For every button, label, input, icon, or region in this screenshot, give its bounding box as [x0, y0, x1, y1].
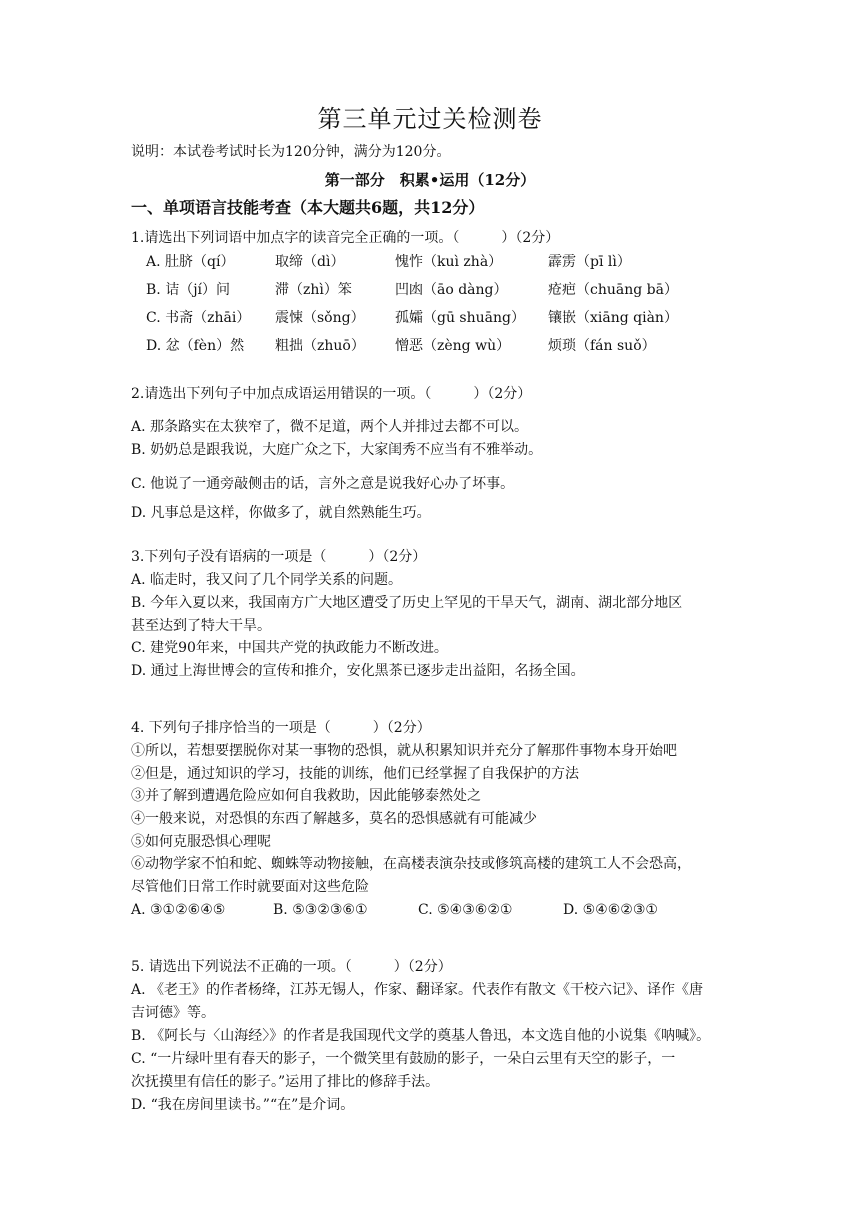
q1-option-b-col1: B. 诘（jí）问	[146, 282, 231, 298]
q4-option-b: B. ⑤③②③⑥①	[273, 902, 368, 918]
q4-sentence-1: ①所以，若想要摆脱你对某一事物的恐惧，就从积累知识并充分了解那件事物本身开始吧	[131, 743, 677, 759]
q1-option-d-col3: 憎恶（zèng wù）	[395, 338, 511, 354]
q2-option-b: B. 奶奶总是跟我说，大庭广众之下，大家闺秀不应当有不雅举动。	[131, 442, 543, 458]
question-4-stem: 4. 下列句子排序恰当的一项是（ ）（2分）	[131, 720, 431, 736]
q1-option-b-col3: 凹凼（āo dàng）	[395, 282, 508, 298]
question-3-stem: 3.下列句子没有语病的一项是（ ）（2分）	[131, 549, 427, 565]
q4-sentence-6-line2: 尽管他们日常工作时就要面对这些危险	[131, 879, 369, 895]
q2-option-c: C. 他说了一通旁敲侧击的话，言外之意是说我好心办了坏事。	[131, 476, 515, 492]
question-2-stem: 2.请选出下列句子中加点成语运用错误的一项。（ ）（2分）	[131, 386, 532, 402]
exam-note: 说明：本试卷考试时长为120分钟，满分为120分。	[131, 144, 451, 160]
q1-option-b-col4: 疮疤（chuāng bā）	[548, 282, 678, 298]
q5-option-a-line2: 吉诃德》等。	[131, 1005, 215, 1021]
q1-option-c-col4: 镶嵌（xiāng qiàn）	[548, 310, 678, 326]
q5-option-b: B. 《阿长与〈山海经〉》的作者是我国现代文学的奠基人鲁迅，本文选自他的小说集《呐喊》。	[131, 1028, 711, 1044]
q1-option-a-col3: 愧怍（kuì zhà）	[395, 254, 503, 270]
q3-option-b-line2: 甚至达到了特大干旱。	[131, 618, 271, 634]
q1-option-a-col2: 取缔（dì）	[275, 254, 345, 270]
q1-option-d-col2: 粗拙（zhuō）	[275, 338, 365, 354]
q1-option-c-col2: 震悚（sǒng）	[275, 310, 365, 326]
question-5-stem: 5. 请选出下列说法不正确的一项。（ ）（2分）	[131, 959, 452, 975]
q3-option-b-line1: B. 今年入夏以来，我国南方广大地区遭受了历史上罕见的干旱天气，湖南、湖北部分地区	[131, 595, 683, 611]
part-heading: 第一部分 积累•运用（12分）	[324, 171, 536, 189]
q1-option-a-col1: A. 肚脐（qí）	[146, 254, 235, 270]
q2-option-a: A. 那条路实在太狭窄了，微不足道，两个人并排过去都不可以。	[131, 419, 529, 435]
q1-option-c-col3: 孤孀（gū shuāng）	[395, 310, 525, 326]
q5-option-c-line1: C. “一片绿叶里有春天的影子，一个微笑里有鼓励的影子，一朵白云里有天空的影子，一	[131, 1051, 676, 1067]
q5-option-a-line1: A. 《老王》的作者杨绛，江苏无锡人，作家、翻译家。代表作有散文《干校六记》、译作《唐	[131, 982, 704, 998]
q1-option-b-col2: 滞（zhì）笨	[275, 282, 352, 298]
q3-option-c: C. 建党90年来，中国共产党的执政能力不断改进。	[131, 640, 448, 656]
q3-option-d: D. 通过上海世博会的宣传和推介，安化黑茶已逐步走出益阳，名扬全国。	[131, 663, 585, 679]
q4-option-d: D. ⑤④⑥②③①	[563, 902, 658, 918]
q1-option-c-col1: C. 书斋（zhāi）	[146, 310, 251, 326]
q4-sentence-6-line1: ⑥动物学家不怕和蛇、蜘蛛等动物接触，在高楼表演杂技或修筑高楼的建筑工人不会恐高，	[131, 856, 691, 872]
q1-option-d-col4: 烦琐（fán suǒ）	[548, 338, 656, 354]
q2-option-d: D. 凡事总是这样，你做多了，就自然熟能生巧。	[131, 505, 431, 521]
q1-option-d-col1: D. 忿（fèn）然	[146, 338, 245, 354]
q3-option-a: A. 临走时，我又问了几个同学关系的问题。	[131, 572, 403, 588]
q4-option-a: A. ③①②⑥④⑤	[131, 902, 226, 918]
q5-option-d: D. “我在房间里读书。”“在”是介词。	[131, 1097, 355, 1113]
q4-option-c: C. ⑤④③⑥②①	[418, 902, 513, 918]
q1-option-a-col4: 霹雳（pī lì）	[548, 254, 631, 270]
q4-sentence-4: ④一般来说，对恐惧的东西了解越多，莫名的恐惧感就有可能减少	[131, 811, 537, 827]
q4-sentence-2: ②但是，通过知识的学习，技能的训练，他们已经掌握了自我保护的方法	[131, 766, 579, 782]
page-title: 第三单元过关检测卷	[317, 105, 543, 133]
q4-sentence-5: ⑤如何克服恐惧心理呢	[131, 834, 271, 850]
q4-sentence-3: ③并了解到遭遇危险应如何自我救助，因此能够泰然处之	[131, 788, 481, 804]
q5-option-c-line2: 次抚摸里有信任的影子。”运用了排比的修辞手法。	[131, 1074, 440, 1090]
question-1-stem: 1.请选出下列词语中加点字的读音完全正确的一项。（ ）（2分）	[131, 230, 560, 246]
section-heading: 一、单项语言技能考查（本大题共6题，共12分）	[131, 198, 485, 217]
